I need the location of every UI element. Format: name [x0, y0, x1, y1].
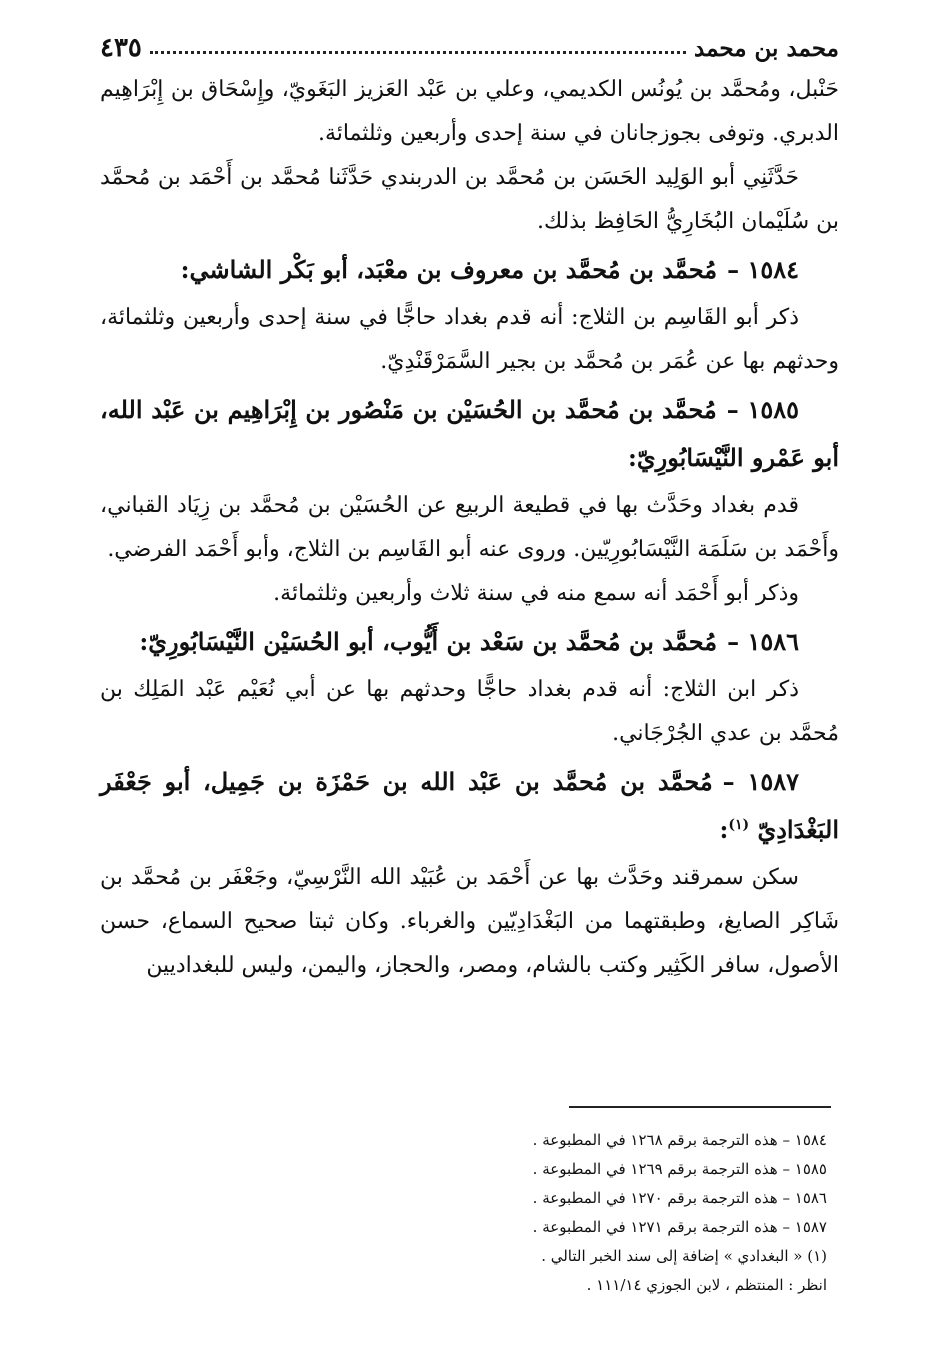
heading-colon: : [719, 815, 729, 844]
paragraph: قدم بغداد وحَدَّث بها في قطيعة الربيع عن الحُسَيْن بن مُحمَّد بن زِيَاد القباني، وأَحْمَد بن سَلَمَة النَّيْسَابُورِيّين. وروى عنه أبو القَاسِم بن الثلاج، وأبو أَحْمَد الفرضي. [100, 493, 839, 562]
paragraph: حَدَّثَنِي أبو الوَلِيد الحَسَن بن مُحمَّد بن الدربندي حَدَّثَنا مُحمَّد بن أَحْمَد بن مُحمَّد بن سُلَيْمان البُخَارِيُّ الحَافِظ بذلك. [100, 165, 839, 234]
footnotes [100, 1126, 827, 1300]
entry-title: مُحمَّد بن مُحمَّد بن الحُسَيْن بن مَنْصُور بن إِبْرَاهِيم بن عَبْد الله، أبو عَمْرو النَّيْسَابُورِيّ: [100, 395, 839, 472]
running-header [100, 28, 839, 68]
paragraph: ذكر أبو القَاسِم بن الثلاج: أنه قدم بغداد حاجًّا في سنة إحدى وأربعين وثلثمائة، وحدثهم بها عن عُمَر بن مُحمَّد بن بجير السَّمَرْقَنْدِيّ. [100, 305, 839, 374]
footnote: ١٥٨٦ – هذه الترجمة برقم ١٢٧٠ في المطبوعة . [532, 1189, 827, 1207]
entry-number: ١٥٨٦ – [727, 627, 799, 656]
footnote: ١٥٨٤ – هذه الترجمة برقم ١٢٦٨ في المطبوعة . [532, 1131, 827, 1149]
entry-heading-1585 [100, 386, 839, 482]
entry-number: ١٥٨٤ – [727, 255, 799, 284]
entry-heading-1586 [100, 618, 839, 666]
running-title: محمد بن محمد [694, 34, 839, 62]
entry-heading-1587 [100, 758, 839, 854]
footnote-separator [569, 1106, 831, 1108]
footnote: ١٥٨٥ – هذه الترجمة برقم ١٢٦٩ في المطبوعة . [532, 1160, 827, 1178]
entry-heading-1584 [100, 246, 839, 294]
page-number: ٤٣٥ [100, 33, 142, 63]
footnote: انظر : المنتظم ، لابن الجوزي ١١١/١٤ . [586, 1276, 827, 1294]
entry-title: مُحمَّد بن مُحمَّد بن معروف بن معْبَد، أبو بَكْر الشاشي: [180, 255, 718, 284]
entry-title: مُحمَّد بن مُحمَّد بن عَبْد الله بن حَمْزَة بن جَمِيل، أبو جَعْفَر البَغْدَادِيّ [100, 767, 839, 844]
paragraph: وذكر أبو أَحْمَد أنه سمع منه في سنة ثلاث وأربعين وثلثمائة. [273, 581, 799, 606]
main-text [100, 68, 839, 988]
footnote: ١٥٨٧ – هذه الترجمة برقم ١٢٧١ في المطبوعة . [532, 1218, 827, 1236]
paragraph: سكن سمرقند وحَدَّث بها عن أَحْمَد بن عُبَيْد الله النَّرْسِيّ، وجَعْفَر بن مُحمَّد بن شَاكِر الصايغ، وطبقتهما من البَغْدَادِيّين والغرباء. وكان ثبتا صحيح السماع، حسن الأصول، سافر الكَثِير وكتب بالشام، ومصر، والحجاز، واليمن، وليس للبغداديين [100, 865, 839, 978]
entry-title: مُحمَّد بن مُحمَّد بن سَعْد بن أَيُّوب، أبو الحُسَيْن النَّيْسَابُورِيّ: [139, 627, 718, 656]
entry-number: ١٥٨٥ – [726, 395, 800, 424]
footnote-ref[interactable]: (١) [728, 817, 750, 833]
entry-number: ١٥٨٧ – [722, 767, 799, 796]
paragraph: ذكر ابن الثلاج: أنه قدم بغداد حاجًّا وحدثهم بها عن أبي نُعَيْم عَبْد المَلِك بن مُحمَّد بن عدي الجُرْجَاني. [100, 677, 839, 746]
dot-leader [150, 51, 686, 54]
footnote: (١) « البغدادي » إضافة إلى سند الخبر التالي . [541, 1247, 827, 1265]
paragraph: حَنْبل، ومُحمَّد بن يُونُس الكديمي، وعلي بن عَبْد العَزيز البَغَويّ، وإِسْحَاق بن إِبْرَاهِيم الدبري. وتوفى بجوزجانان في سنة إحدى وأربعين وثلثمائة. [100, 77, 839, 146]
